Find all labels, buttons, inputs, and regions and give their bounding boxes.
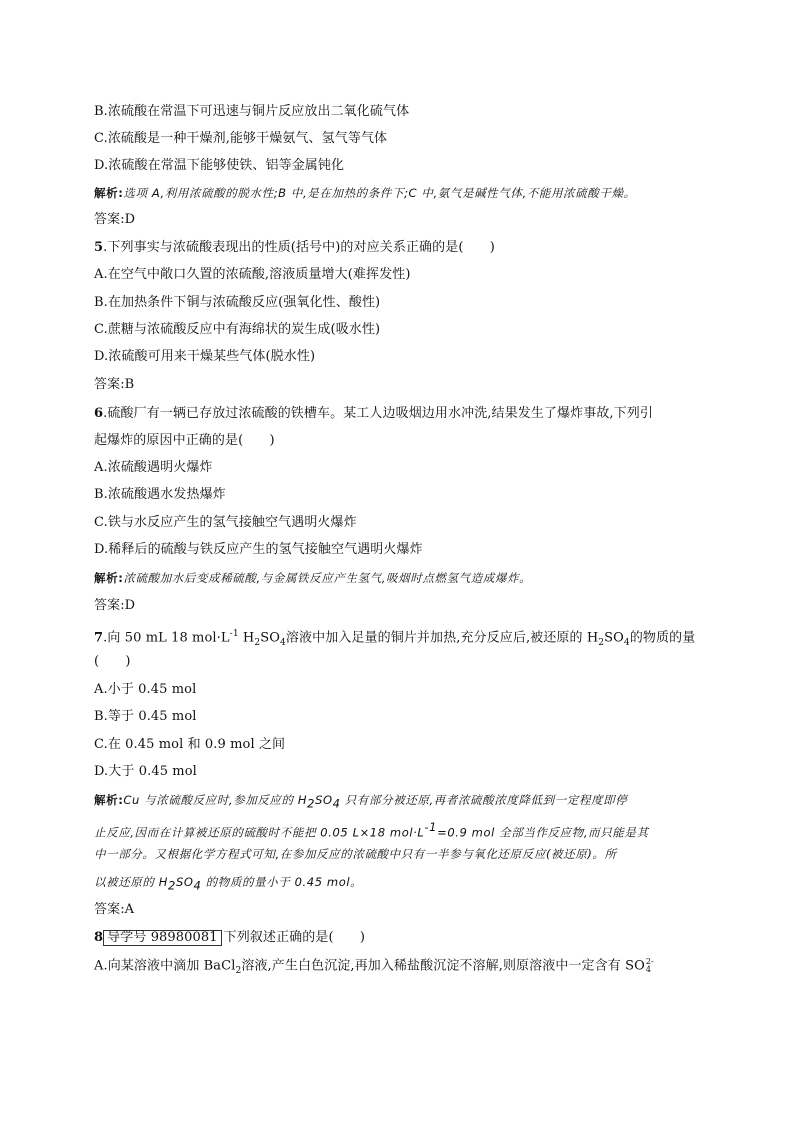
q6-stem-line1 (94, 406, 653, 422)
option-text: 溶液,产生白色沉淀,再加入稀盐酸沉淀不溶解,则原溶液中一定含有 SO (241, 958, 645, 974)
q4-option-c: C.浓硫酸是一种干燥剂,能够干燥氨气、氢气等气体 (94, 131, 388, 146)
q7-paren: ( ) (94, 654, 131, 669)
q8-option-a (94, 958, 654, 979)
q6-explanation (94, 570, 531, 587)
q6-option-d: D.稀释后的硫酸与铁反应产生的氢气接触空气遇明火爆炸 (94, 542, 423, 557)
q5-option-a: A.在空气中敞口久置的浓硫酸,溶液质量增大(难挥发性) (94, 267, 411, 282)
question-text: .硫酸厂有一辆已存放过浓硫酸的铁槽车。某工人边吸烟边用水冲洗,结果发生了爆炸事故,下列引 (103, 406, 653, 421)
subscript: 4 (645, 965, 652, 974)
question-number: 7 (94, 630, 104, 646)
explanation-text: =0.9 mol 全部当作反应物,而只能是其 (437, 825, 649, 840)
q6-option-b: B.浓硫酸遇水发热爆炸 (94, 487, 226, 502)
q8-stem (94, 930, 365, 946)
q7-explanation-line3 (94, 846, 617, 863)
question-text: 下列叙述正确的是( ) (223, 930, 366, 945)
subscript: 4 (193, 878, 202, 893)
explanation-text: Cu 与浓硫酸反应时,参加反应的 H (123, 793, 308, 807)
superscript: -1 (424, 820, 438, 834)
q5-option-c: C.蔗糖与浓硫酸反应中有海绵状的炭生成(吸水性) (94, 322, 381, 337)
q7-explanation-line1 (94, 792, 627, 812)
q7-option-b: B.等于 0.45 mol (94, 709, 197, 724)
formula-part: H (238, 630, 255, 646)
explanation-text: 以被还原的 H (94, 875, 169, 889)
q6-stem-line2: 起爆炸的原因中正确的是( ) (94, 433, 275, 448)
q7-answer: 答案:A (94, 902, 135, 917)
question-number: 5 (94, 240, 104, 255)
option-text: A.向某溶液中滴加 BaCl (94, 958, 236, 974)
explanation-text: 选项 A,利用浓硫酸的脱水性;B 中,是在加热的条件下;C 中,氨气是碱性气体,不能用浓硫酸干燥。 (123, 186, 636, 200)
q6-option-a: A.浓硫酸遇明火爆炸 (94, 460, 213, 475)
explanation-tag: 解析: (94, 571, 124, 585)
question-number: 6 (94, 406, 104, 421)
q4-explanation (94, 185, 636, 202)
question-text: .向 50 mL 18 mol·L (103, 630, 230, 646)
q4-option-b: B.浓硫酸在常温下可迅速与铜片反应放出二氧化硫气体 (94, 104, 410, 119)
subscript: 2 (307, 796, 316, 811)
q7-explanation-line4 (94, 874, 362, 894)
q4-option-d: D.浓硫酸在常温下能够使铁、铝等金属钝化 (94, 158, 345, 173)
superscript: -1 (229, 629, 239, 639)
superscript: 2- (645, 957, 654, 966)
guide-number-box[interactable]: 导学号 98980081 (103, 930, 222, 946)
q7-option-c: C.在 0.45 mol 和 0.9 mol 之间 (94, 737, 286, 752)
explanation-text: 浓硫酸加水后变成稀硫酸,与金属铁反应产生氢气,吸烟时点燃氢气造成爆炸。 (123, 571, 532, 585)
q7-stem (94, 626, 695, 651)
explanation-tag: 解析: (94, 793, 124, 807)
question-number: 8 (94, 930, 104, 945)
question-text: 的物质的量 (629, 630, 696, 646)
formula-part: SO (260, 630, 281, 646)
q7-option-d: D.大于 0.45 mol (94, 764, 197, 779)
subscript: 2 (235, 966, 242, 977)
question-text: 溶液中加入足量的铜片并加热,充分反应后,被还原的 H (285, 630, 599, 646)
q5-stem (94, 240, 495, 256)
q5-option-d: D.浓硫酸可用来干燥某些气体(脱水性) (94, 349, 316, 364)
q4-answer: 答案:D (94, 212, 136, 227)
subscript: 4 (280, 637, 286, 648)
subscript: 4 (623, 637, 630, 648)
subscript: 2 (168, 878, 176, 893)
q7-explanation-line2 (94, 819, 649, 841)
explanation-text: 的物质的量小于 0.45 mol。 (201, 875, 363, 889)
formula-part: SO (604, 630, 624, 646)
subscript: 2 (598, 637, 605, 648)
q5-option-b: B.在加热条件下铜与浓硫酸反应(强氧化性、酸性) (94, 295, 381, 310)
subscript: 4 (332, 796, 341, 811)
explanation-text: 中一部分。又根据化学方程式可知,在参加反应的浓硫酸中只有一半参与氧化还原反应(被还原)。所 (94, 847, 617, 861)
explanation-tag: 解析: (94, 186, 124, 200)
ion-charge (646, 958, 654, 974)
q6-answer: 答案:D (94, 598, 136, 613)
q5-answer: 答案:B (94, 377, 135, 392)
explanation-text: 止反应,因而在计算被还原的硫酸时不能把 0.05 L×18 mol·L (94, 825, 425, 840)
explanation-text: 只有部分被还原,再者浓硫酸浓度降低到一定程度即停 (340, 793, 628, 807)
question-text: .下列事实与浓硫酸表现出的性质(括号中)的对应关系正确的是( ) (103, 240, 495, 255)
subscript: 2 (254, 637, 261, 648)
formula-part: SO (175, 875, 194, 889)
q6-option-c: C.铁与水反应产生的氢气接触空气遇明火爆炸 (94, 515, 357, 530)
q7-option-a: A.小于 0.45 mol (94, 682, 197, 697)
formula-part: SO (315, 793, 333, 807)
